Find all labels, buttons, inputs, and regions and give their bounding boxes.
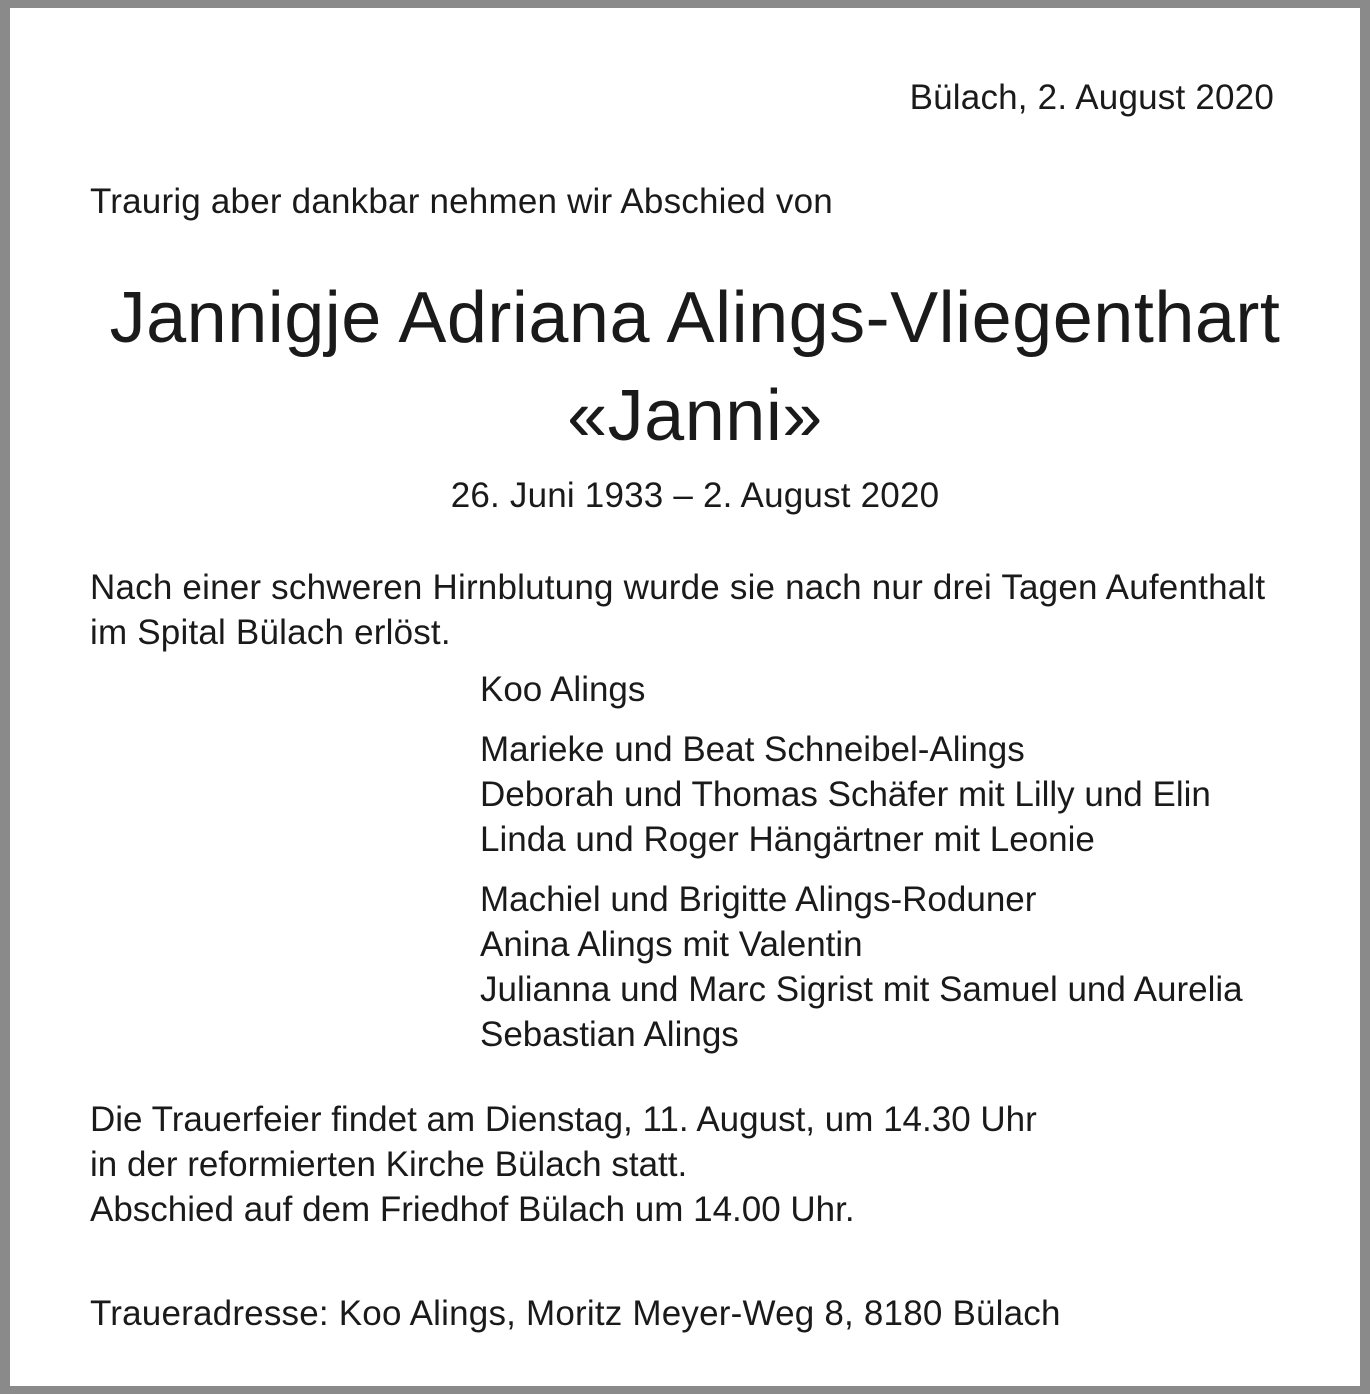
message-line: im Spital Bülach erlöst. (90, 613, 451, 652)
mourner: Koo Alings (480, 670, 646, 709)
place-date: Bülach, 2. August 2020 (909, 78, 1274, 117)
life-dates: 26. Juni 1933 – 2. August 2020 (450, 476, 940, 515)
mourners-group (480, 667, 1243, 712)
mourner: Deborah und Thomas Schäfer mit Lilly und Elin (480, 775, 1211, 814)
mourners-list (480, 667, 1243, 1072)
ceremony-info (90, 1097, 1037, 1232)
mourner: Julianna und Marc Sigrist mit Samuel und Aurelia (480, 970, 1243, 1009)
message-text (90, 565, 1330, 655)
deceased-name: Jannigje Adriana Alings-Vliegenthart (109, 278, 1281, 358)
message-line: Nach einer schweren Hirnblutung wurde sie nach nur drei Tagen Aufenthalt (90, 568, 1266, 607)
ceremony-line: Abschied auf dem Friedhof Bülach um 14.00 Uhr. (90, 1190, 855, 1229)
mourner: Anina Alings mit Valentin (480, 925, 863, 964)
mourners-group (480, 727, 1243, 862)
mourner: Marieke und Beat Schneibel-Alings (480, 730, 1025, 769)
mourners-group (480, 877, 1243, 1057)
ceremony-line: Die Trauerfeier findet am Dienstag, 11. August, um 14.30 Uhr (90, 1100, 1037, 1139)
mourner: Sebastian Alings (480, 1015, 739, 1054)
mourner: Machiel und Brigitte Alings-Roduner (480, 880, 1037, 919)
ceremony-line: in der reformierten Kirche Bülach statt. (90, 1145, 688, 1184)
mourning-address: Traueradresse: Koo Alings, Moritz Meyer-Weg 8, 8180 Bülach (90, 1294, 1061, 1333)
deceased-nickname: «Janni» (567, 376, 823, 456)
intro-text: Traurig aber dankbar nehmen wir Abschied von (90, 182, 833, 221)
mourner: Linda und Roger Hängärtner mit Leonie (480, 820, 1095, 859)
